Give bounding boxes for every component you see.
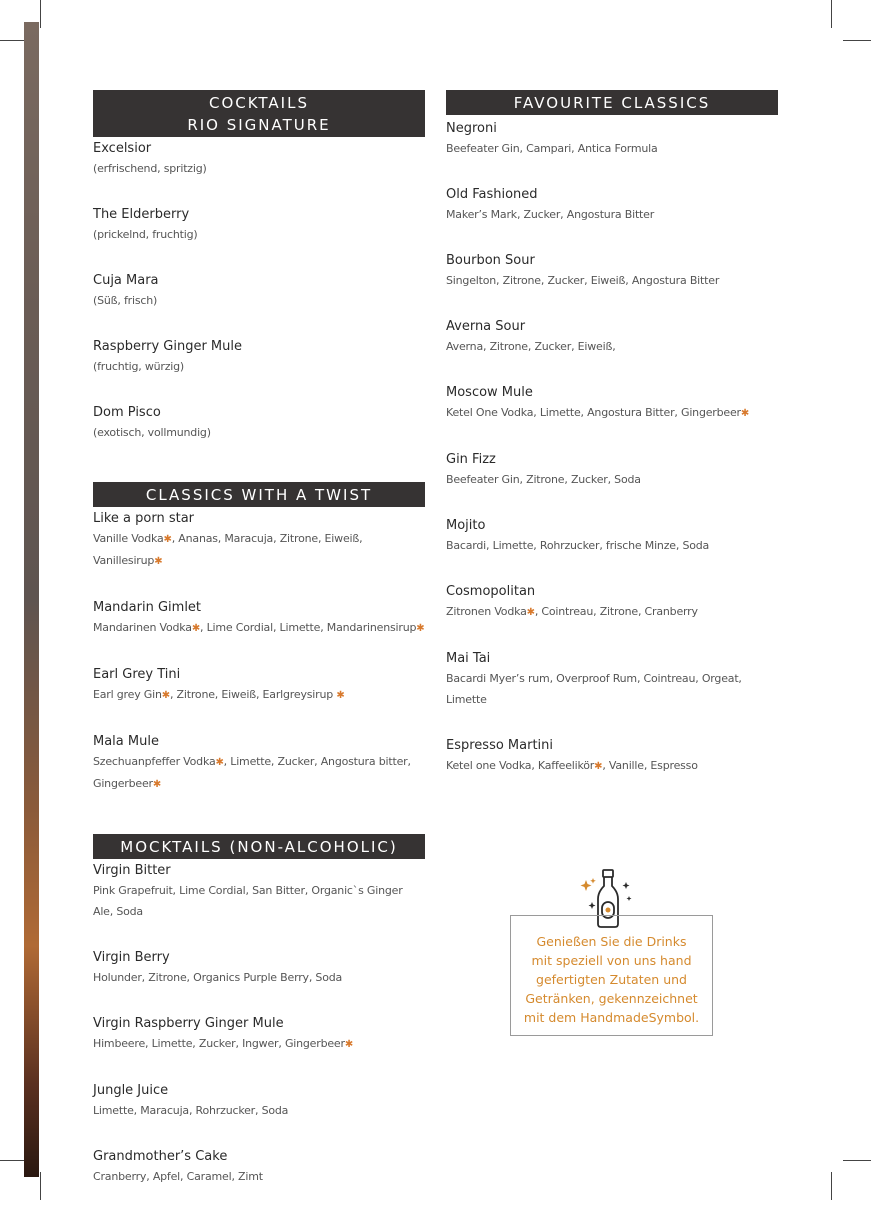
menu-item: [446, 650, 778, 710]
section-header-signature: [93, 90, 425, 137]
drink-description: (Süß, frisch): [93, 294, 158, 307]
menu-item: [93, 599, 425, 639]
section-header-twist: [93, 482, 425, 507]
drink-description: (prickelnd, fruchtig): [93, 228, 198, 241]
note-line: mit speziell von uns hand: [531, 953, 692, 968]
note-line: Getränken, gekennzeichnet: [525, 991, 698, 1006]
drink-name: Espresso Martini: [446, 738, 554, 753]
drink-name: Jungle Juice: [93, 1083, 169, 1098]
menu-item: [446, 186, 778, 225]
drink-name: Cuja Mara: [93, 273, 159, 288]
drink-name: Mala Mule: [93, 734, 159, 749]
crop-mark: [843, 40, 871, 41]
crop-mark: [40, 0, 41, 28]
right-column: [446, 90, 778, 804]
crop-mark: [843, 1160, 871, 1161]
drink-description: Singelton, Zitrone, Zucker, Eiweiß, Angostura Bitter: [446, 274, 720, 287]
drink-description: Szechuanpfeffer Vodka✱, Limette, Zucker, Angostura bitter, Gingerbeer✱: [93, 755, 411, 790]
handmade-star-icon: ✱: [594, 761, 603, 772]
menu-item: [93, 206, 425, 245]
section-title: CLASSICS WITH A TWIST: [145, 486, 373, 504]
drink-name: Mojito: [446, 518, 486, 533]
note-line: gefertigten Zutaten und: [536, 972, 687, 987]
drink-description: Pink Grapefruit, Lime Cordial, San Bitter, Organic`s Ginger Ale, Soda: [93, 884, 403, 918]
handmade-star-icon: ✱: [154, 556, 163, 567]
drink-description: Limette, Maracuja, Rohrzucker, Soda: [93, 1104, 289, 1117]
menu-item: [446, 517, 778, 556]
drink-name: Gin Fizz: [446, 452, 496, 467]
note-line: Genießen Sie die Drinks: [536, 934, 687, 949]
menu-item: [93, 949, 425, 988]
drink-description: Bacardi, Limette, Rohrzucker, frische Minze, Soda: [446, 539, 710, 552]
drink-name: Mai Tai: [446, 651, 491, 666]
menu-item: [93, 733, 425, 795]
menu-item: [93, 1015, 425, 1055]
twist-list: [93, 510, 425, 795]
menu-item: [446, 737, 778, 777]
drink-description: (fruchtig, würzig): [93, 360, 185, 373]
menu-item: [93, 140, 425, 179]
drink-description: Holunder, Zitrone, Organics Purple Berry, Soda: [93, 971, 343, 984]
drink-description: Beefeater Gin, Campari, Antica Formula: [446, 142, 658, 155]
drink-name: Virgin Raspberry Ginger Mule: [93, 1016, 284, 1031]
signature-list: [93, 140, 425, 443]
drink-description: Zitronen Vodka✱, Cointreau, Zitrone, Cranberry: [446, 605, 698, 618]
drink-name: Like a porn star: [93, 511, 195, 526]
menu-item: [446, 120, 778, 159]
section-title: MOCKTAILS (NON-ALCOHOLIC): [120, 838, 398, 856]
drink-description: Averna, Zitrone, Zucker, Eiweiß,: [446, 340, 616, 353]
drink-name: Mandarin Gimlet: [93, 600, 202, 615]
drink-description: Cranberry, Apfel, Caramel, Zimt: [93, 1170, 263, 1183]
drink-name: Moscow Mule: [446, 385, 533, 400]
drink-description: Vanille Vodka✱, Ananas, Maracuja, Zitrone, Eiweiß, Vanillesirup✱: [93, 532, 363, 567]
drink-name: Earl Grey Tini: [93, 667, 181, 682]
drink-description: (erfrischend, spritzig): [93, 162, 207, 175]
handmade-star-icon: ✱: [215, 757, 224, 768]
menu-item: [93, 272, 425, 311]
drink-name: Virgin Bitter: [93, 863, 171, 878]
drink-name: Old Fashioned: [446, 187, 538, 202]
menu-item: [446, 384, 778, 424]
drink-description: Beefeater Gin, Zitrone, Zucker, Soda: [446, 473, 641, 486]
drink-description: Ketel One Vodka, Limette, Angostura Bitter, Gingerbeer✱: [446, 406, 750, 419]
handmade-star-icon: ✱: [163, 534, 172, 545]
handmade-star-icon: ✱: [344, 1039, 354, 1050]
drink-name: Excelsior: [93, 141, 152, 156]
menu-item: [446, 451, 778, 490]
handmade-star-icon: ✱: [416, 623, 425, 634]
drink-description: Ketel one Vodka, Kaffeelikör✱, Vanille, Espresso: [446, 759, 698, 772]
drink-name: Averna Sour: [446, 319, 526, 334]
drink-name: Cosmopolitan: [446, 584, 536, 599]
menu-item: [93, 338, 425, 377]
drink-description: Himbeere, Limette, Zucker, Ingwer, Gingerbeer✱: [93, 1037, 354, 1050]
crop-mark: [831, 0, 832, 28]
menu-item: [446, 318, 778, 357]
crop-mark: [40, 1172, 41, 1200]
drink-name: The Elderberry: [93, 207, 190, 222]
section-subtitle: RIO SIGNATURE: [187, 116, 331, 134]
drink-description: Maker’s Mark, Zucker, Angostura Bitter: [446, 208, 655, 221]
menu-item: [93, 510, 425, 572]
handmade-note-box: [510, 915, 713, 1036]
background-photo-strip: [24, 22, 39, 1177]
drink-description: Bacardi Myer’s rum, Overproof Rum, Cointreau, Orgeat, Limette: [446, 672, 742, 706]
drink-description: Mandarinen Vodka✱, Lime Cordial, Limette, Mandarinensirup✱: [93, 621, 425, 634]
menu-item: [93, 666, 425, 706]
handmade-star-icon: ✱: [152, 779, 162, 790]
menu-item: [93, 862, 425, 922]
drink-name: Raspberry Ginger Mule: [93, 339, 242, 354]
menu-item: [446, 583, 778, 623]
mocktails-list: [93, 862, 425, 1187]
drink-description: (exotisch, vollmundig): [93, 426, 211, 439]
handmade-star-icon: ✱: [526, 607, 535, 618]
handmade-star-icon: ✱: [740, 408, 750, 419]
section-title: FAVOURITE CLASSICS: [513, 94, 711, 112]
section-header-mocktails: [93, 834, 425, 859]
left-column: [93, 90, 425, 1214]
handmade-star-icon: ✱: [161, 690, 170, 701]
drink-name: Dom Pisco: [93, 405, 161, 420]
section-title: COCKTAILS: [209, 94, 309, 112]
crop-mark: [831, 1172, 832, 1200]
drink-name: Virgin Berry: [93, 950, 170, 965]
menu-item: [93, 404, 425, 443]
drink-name: Negroni: [446, 121, 497, 136]
classics-list: [446, 120, 778, 777]
section-header-classics: [446, 90, 778, 115]
drink-description: Earl grey Gin✱, Zitrone, Eiweiß, Earlgreysirup ✱: [93, 688, 345, 701]
note-line: mit dem HandmadeSymbol.: [523, 1010, 700, 1025]
handmade-star-icon: ✱: [191, 623, 201, 634]
menu-item: [446, 252, 778, 291]
menu-item: [93, 1082, 425, 1121]
drink-name: Bourbon Sour: [446, 253, 535, 268]
drink-name: Grandmother’s Cake: [93, 1149, 228, 1164]
handmade-star-icon: ✱: [336, 690, 345, 701]
menu-item: [93, 1148, 425, 1187]
